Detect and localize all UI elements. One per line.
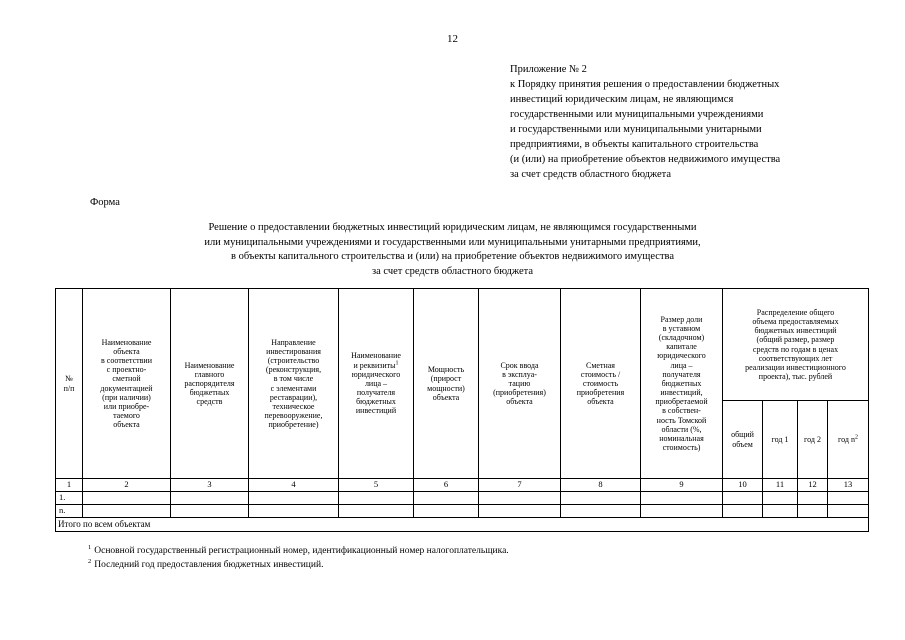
appendix-line: к Порядку принятия решения о предоставлении бюджетных: [510, 79, 780, 90]
table-cell: [339, 505, 414, 518]
table-cell: [723, 505, 763, 518]
row-number: n.: [56, 505, 83, 518]
row-number: 1.: [56, 492, 83, 505]
column-number: 13: [828, 479, 869, 492]
title-line: в объекты капитального строительства и (или) на приобретение объектов недвижимого имущества: [230, 251, 675, 262]
table-cell: [171, 505, 249, 518]
table-cell: [723, 492, 763, 505]
table-cell: [479, 505, 561, 518]
header-col-6: Мощность (прирост мощности) объекта: [414, 289, 479, 479]
total-row: [56, 518, 869, 532]
header-col-11: год 1: [763, 401, 798, 479]
table-cell: [798, 505, 828, 518]
table-cell: [339, 492, 414, 505]
table-cell: [641, 505, 723, 518]
appendix-line: за счет средств областного бюджета: [510, 169, 672, 180]
header-col-8: Сметная стоимость / стоимость приобретения объекта: [561, 289, 641, 479]
table-cell: [171, 492, 249, 505]
header-col-5-rest: юридического лица – получателя бюджетных инвестиций: [351, 369, 401, 416]
column-numbers-row: [56, 479, 869, 492]
table-row: [56, 505, 869, 518]
appendix-line: государственными или муниципальными учреждениями: [510, 109, 764, 120]
footnotes: [88, 544, 509, 572]
table-cell: [763, 492, 798, 505]
table-cell: [763, 505, 798, 518]
column-number: 7: [479, 479, 561, 492]
footnote-1: [88, 544, 509, 558]
table-cell: [561, 492, 641, 505]
title-line: или муниципальными учреждениями и государственными или муниципальными унитарными предприятиями,: [204, 236, 701, 248]
table-cell: [828, 492, 869, 505]
footnote-2: [88, 558, 509, 572]
appendix-title: Приложение № 2: [510, 64, 587, 75]
table-cell: [561, 505, 641, 518]
column-number: 6: [414, 479, 479, 492]
column-number: 9: [641, 479, 723, 492]
column-number: 3: [171, 479, 249, 492]
column-number: 8: [561, 479, 641, 492]
column-number: 11: [763, 479, 798, 492]
header-col-4: Направление инвестирования (строительство (реконструкция, в том числе с элементами реставрации), техническое перевооружение, приобретение): [249, 289, 339, 479]
table-cell: [479, 492, 561, 505]
header-col-3: Наименование главного распорядителя бюджетных средств: [171, 289, 249, 479]
column-number: 4: [249, 479, 339, 492]
table-cell: [83, 505, 171, 518]
header-col-2: Наименование объекта в соответствии с проектно- сметной документацией (при наличии) или приобре- таемого объекта: [83, 289, 171, 479]
header-col-10: общий объем: [723, 401, 763, 479]
table-cell: [828, 505, 869, 518]
header-col-1: № п/п: [56, 289, 83, 479]
header-col-12: год 2: [798, 401, 828, 479]
appendix-block: [510, 62, 890, 182]
footnote-mark: 1: [88, 543, 92, 551]
appendix-line: предприятиями, в объекты капитального строительства: [510, 139, 759, 150]
footnote-mark: 2: [88, 557, 92, 565]
total-label: Итого по всем объектам: [56, 518, 869, 532]
column-number: 5: [339, 479, 414, 492]
footnote-ref-1: 1: [395, 359, 399, 366]
column-number: 1: [56, 479, 83, 492]
header-col-7: Срок ввода в эксплуа- тацию (приобретения) объекта: [479, 289, 561, 479]
title-line: за счет средств областного бюджета: [371, 265, 534, 277]
table-cell: [798, 492, 828, 505]
appendix-line: инвестиций юридическим лицам, не являющимся: [510, 94, 734, 105]
header-col-13: [828, 401, 869, 479]
appendix-line: и государственными или муниципальными унитарными: [510, 124, 762, 135]
column-number: 2: [83, 479, 171, 492]
header-col-5: [339, 289, 414, 479]
header-col-5-line2: и реквизиты: [353, 360, 396, 370]
page-number: 12: [447, 33, 458, 45]
table-cell: [83, 492, 171, 505]
header-distribution: Распределение общего объема предоставляемых бюджетных инвестиций (общий размер, размер средств по годам в ценах соответствующих лет реализации инвестиционного проекта), тыс. рублей: [723, 289, 869, 401]
header-col-5-line1: Наименование: [351, 351, 401, 361]
header-col-13-label: год n: [838, 434, 855, 444]
footnote-text: Последний год предоставления бюджетных инвестиций.: [94, 560, 324, 570]
decision-table: [55, 288, 869, 532]
table-cell: [249, 492, 339, 505]
table-cell: [414, 492, 479, 505]
footnote-text: Основной государственный регистрационный номер, идентификационный номер налогоплательщика.: [94, 546, 509, 556]
table-cell: [641, 492, 723, 505]
table-cell: [414, 505, 479, 518]
header-col-9: Размер доли в уставном (складочном) капитале юридического лица – получателя бюджетных инвестиций, приобретаемой в собствен- ность Томской области (%, номинальная стоимость): [641, 289, 723, 479]
document-title: [0, 221, 905, 279]
table-cell: [249, 505, 339, 518]
footnote-ref-2: 2: [854, 434, 858, 441]
column-number: 10: [723, 479, 763, 492]
title-line: Решение о предоставлении бюджетных инвестиций юридическим лицам, не являющимся государственными: [208, 222, 697, 233]
appendix-line: (и (или) на приобретение объектов недвижимого имущества: [510, 154, 781, 165]
form-label: Форма: [90, 197, 120, 208]
column-number: 12: [798, 479, 828, 492]
table-row: [56, 492, 869, 505]
